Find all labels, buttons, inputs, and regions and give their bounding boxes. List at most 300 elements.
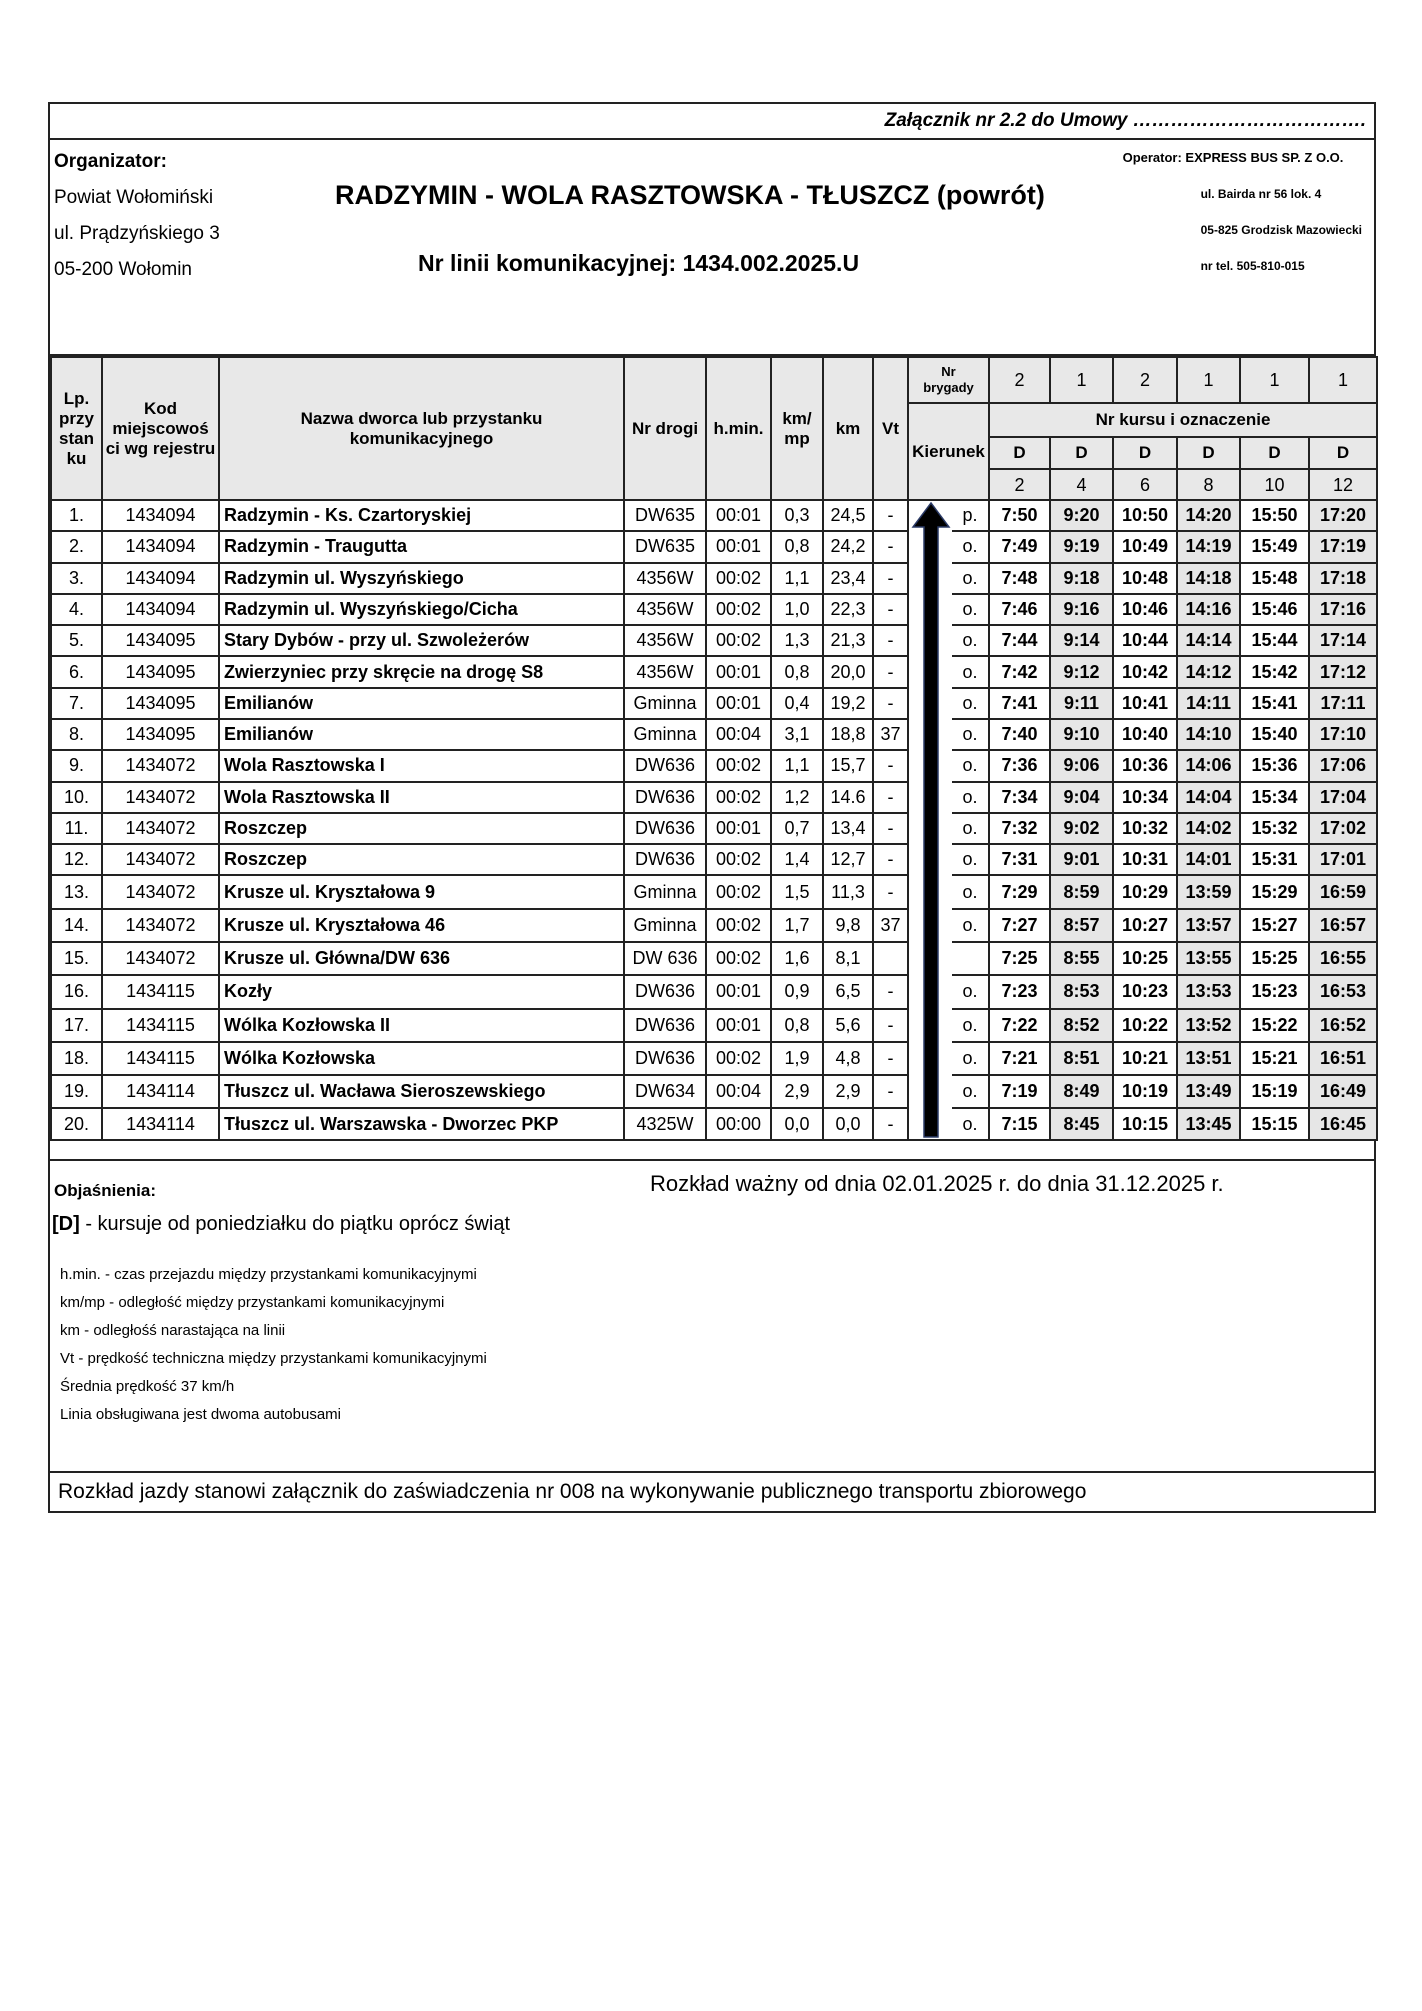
road-number: DW636 xyxy=(624,750,706,781)
table-row xyxy=(51,844,1377,875)
col-header-brigade: Nr brygady xyxy=(908,357,989,403)
departure-time: 10:25 xyxy=(1113,942,1177,975)
stop-index: 5. xyxy=(51,625,102,656)
road-number: 4356W xyxy=(624,563,706,594)
departure-time: 14:11 xyxy=(1177,688,1240,719)
stop-type: o. xyxy=(952,909,989,942)
stop-type: o. xyxy=(952,844,989,875)
departure-time: 8:52 xyxy=(1050,1009,1113,1042)
travel-time: 00:00 xyxy=(706,1108,771,1140)
stop-name: Radzymin - Traugutta xyxy=(219,531,624,562)
road-number: DW636 xyxy=(624,1042,706,1075)
legend-list xyxy=(60,1261,487,1429)
stop-name: Tłuszcz ul. Warszawska - Dworzec PKP xyxy=(219,1108,624,1140)
departure-time: 8:45 xyxy=(1050,1108,1113,1140)
departure-time: 14:18 xyxy=(1177,563,1240,594)
departure-time: 15:29 xyxy=(1240,875,1309,908)
technical-speed: - xyxy=(873,1042,908,1075)
stop-type: o. xyxy=(952,594,989,625)
road-number: 4325W xyxy=(624,1108,706,1140)
stop-name: Wola Rasztowska I xyxy=(219,750,624,781)
travel-time: 00:02 xyxy=(706,594,771,625)
travel-time: 00:01 xyxy=(706,500,771,531)
course-number: 2 xyxy=(989,469,1050,500)
stop-index: 1. xyxy=(51,500,102,531)
locality-code: 1434095 xyxy=(102,625,219,656)
technical-speed: - xyxy=(873,531,908,562)
organizer-block xyxy=(54,144,220,288)
departure-time: 9:19 xyxy=(1050,531,1113,562)
cumulative-distance: 22,3 xyxy=(823,594,873,625)
segment-distance: 1,7 xyxy=(771,909,823,942)
stop-index: 2. xyxy=(51,531,102,562)
stop-index: 8. xyxy=(51,719,102,750)
departure-time: 7:42 xyxy=(989,656,1050,687)
stop-name: Krusze ul. Kryształowa 46 xyxy=(219,909,624,942)
departure-time: 8:59 xyxy=(1050,875,1113,908)
segment-distance: 1,4 xyxy=(771,844,823,875)
segment-distance: 0,8 xyxy=(771,656,823,687)
departure-time: 15:34 xyxy=(1240,782,1309,813)
travel-time: 00:02 xyxy=(706,909,771,942)
road-number: DW635 xyxy=(624,531,706,562)
departure-time: 10:27 xyxy=(1113,909,1177,942)
departure-time: 17:20 xyxy=(1309,500,1377,531)
table-row xyxy=(51,500,1377,531)
departure-time: 10:15 xyxy=(1113,1108,1177,1140)
departure-time: 15:32 xyxy=(1240,813,1309,844)
table-row xyxy=(51,1042,1377,1075)
technical-speed: - xyxy=(873,750,908,781)
stop-name: Roszczep xyxy=(219,844,624,875)
locality-code: 1434072 xyxy=(102,813,219,844)
col-header-km: km xyxy=(823,357,873,500)
segment-distance: 0,3 xyxy=(771,500,823,531)
departure-time: 8:53 xyxy=(1050,975,1113,1008)
departure-time: 17:12 xyxy=(1309,656,1377,687)
road-number: DW 636 xyxy=(624,942,706,975)
departure-time: 15:50 xyxy=(1240,500,1309,531)
cumulative-distance: 23,4 xyxy=(823,563,873,594)
stop-name: Radzymin ul. Wyszyńskiego/Cicha xyxy=(219,594,624,625)
locality-code: 1434094 xyxy=(102,531,219,562)
road-number: Gminna xyxy=(624,875,706,908)
departure-time: 15:49 xyxy=(1240,531,1309,562)
segment-distance: 0,7 xyxy=(771,813,823,844)
table-row xyxy=(51,531,1377,562)
technical-speed: - xyxy=(873,625,908,656)
operator-line: 05-825 Grodzisk Mazowiecki xyxy=(1200,223,1362,237)
departure-time: 7:25 xyxy=(989,942,1050,975)
direction-arrow-cell xyxy=(908,500,952,1140)
table-row xyxy=(51,909,1377,942)
locality-code: 1434072 xyxy=(102,875,219,908)
departure-time: 17:11 xyxy=(1309,688,1377,719)
locality-code: 1434094 xyxy=(102,563,219,594)
road-number: Gminna xyxy=(624,719,706,750)
locality-code: 1434095 xyxy=(102,719,219,750)
travel-time: 00:02 xyxy=(706,750,771,781)
stop-name: Wólka Kozłowska xyxy=(219,1042,624,1075)
operator-line: nr tel. 505-810-015 xyxy=(1200,259,1305,273)
table-row xyxy=(51,594,1377,625)
table-row xyxy=(51,750,1377,781)
stop-type: o. xyxy=(952,656,989,687)
stop-name: Wólka Kozłowska II xyxy=(219,1009,624,1042)
segment-distance: 2,9 xyxy=(771,1075,823,1108)
departure-time: 7:21 xyxy=(989,1042,1050,1075)
segment-distance: 0,8 xyxy=(771,531,823,562)
segment-distance: 1,3 xyxy=(771,625,823,656)
segment-distance: 1,9 xyxy=(771,1042,823,1075)
locality-code: 1434072 xyxy=(102,750,219,781)
cumulative-distance: 2,9 xyxy=(823,1075,873,1108)
locality-code: 1434115 xyxy=(102,1009,219,1042)
stop-type: o. xyxy=(952,563,989,594)
organizer-line: 05-200 Wołomin xyxy=(54,259,193,280)
document-header xyxy=(50,140,1374,356)
departure-time: 14:16 xyxy=(1177,594,1240,625)
col-header-name: Nazwa dworca lub przystanku komunikacyjnego xyxy=(219,357,624,500)
departure-time: 7:29 xyxy=(989,875,1050,908)
travel-time: 00:01 xyxy=(706,975,771,1008)
departure-time: 7:34 xyxy=(989,782,1050,813)
departure-time: 17:16 xyxy=(1309,594,1377,625)
departure-time: 15:22 xyxy=(1240,1009,1309,1042)
departure-time: 10:29 xyxy=(1113,875,1177,908)
cumulative-distance: 6,5 xyxy=(823,975,873,1008)
travel-time: 00:01 xyxy=(706,813,771,844)
col-header-kmmp: km/ mp xyxy=(771,357,823,500)
departure-time: 13:57 xyxy=(1177,909,1240,942)
departure-time: 15:48 xyxy=(1240,563,1309,594)
stop-name: Stary Dybów - przy ul. Szwoleżerów xyxy=(219,625,624,656)
table-row xyxy=(51,688,1377,719)
explanations-title: Objaśnienia: xyxy=(54,1181,157,1200)
road-number: DW636 xyxy=(624,844,706,875)
stop-index: 18. xyxy=(51,1042,102,1075)
cumulative-distance: 20,0 xyxy=(823,656,873,687)
stop-type: o. xyxy=(952,975,989,1008)
road-number: 4356W xyxy=(624,625,706,656)
brigade-number: 2 xyxy=(989,357,1050,403)
stop-type: o. xyxy=(952,750,989,781)
cumulative-distance: 15,7 xyxy=(823,750,873,781)
departure-time: 16:53 xyxy=(1309,975,1377,1008)
technical-speed: - xyxy=(873,1108,908,1140)
table-row xyxy=(51,1075,1377,1108)
footer-explanations xyxy=(50,1159,1374,1471)
table-row xyxy=(51,656,1377,687)
departure-time: 7:32 xyxy=(989,813,1050,844)
stop-index: 11. xyxy=(51,813,102,844)
departure-time: 7:19 xyxy=(989,1075,1050,1108)
departure-time: 10:44 xyxy=(1113,625,1177,656)
travel-time: 00:02 xyxy=(706,942,771,975)
stop-type: o. xyxy=(952,782,989,813)
departure-time: 7:49 xyxy=(989,531,1050,562)
cumulative-distance: 19,2 xyxy=(823,688,873,719)
departure-time: 7:41 xyxy=(989,688,1050,719)
legend-item: km - odległośś narastająca na linii xyxy=(60,1322,286,1339)
brigade-number: 1 xyxy=(1309,357,1377,403)
cumulative-distance: 24,2 xyxy=(823,531,873,562)
timetable xyxy=(50,356,1378,1141)
stop-type: o. xyxy=(952,625,989,656)
route-title: RADZYMIN - WOLA RASZTOWSKA - TŁUSZCZ (powrót) xyxy=(335,180,1045,210)
departure-time: 10:34 xyxy=(1113,782,1177,813)
table-row xyxy=(51,975,1377,1008)
departure-time: 14:04 xyxy=(1177,782,1240,813)
departure-time: 9:14 xyxy=(1050,625,1113,656)
technical-speed: - xyxy=(873,844,908,875)
stop-type: o. xyxy=(952,688,989,719)
departure-time: 7:15 xyxy=(989,1108,1050,1140)
departure-time: 14:14 xyxy=(1177,625,1240,656)
stop-index: 17. xyxy=(51,1009,102,1042)
stop-type: o. xyxy=(952,719,989,750)
departure-time: 13:55 xyxy=(1177,942,1240,975)
departure-time: 14:02 xyxy=(1177,813,1240,844)
stop-name: Wola Rasztowska II xyxy=(219,782,624,813)
departure-time: 17:14 xyxy=(1309,625,1377,656)
departure-time: 16:45 xyxy=(1309,1108,1377,1140)
departure-time: 9:01 xyxy=(1050,844,1113,875)
departure-time: 14:01 xyxy=(1177,844,1240,875)
course-number: 4 xyxy=(1050,469,1113,500)
departure-time: 7:50 xyxy=(989,500,1050,531)
col-header-course: Nr kursu i oznaczenie xyxy=(989,403,1377,437)
departure-time: 9:11 xyxy=(1050,688,1113,719)
departure-time: 17:04 xyxy=(1309,782,1377,813)
legend-item: km/mp - odległość między przystankami komunikacyjnymi xyxy=(60,1294,445,1311)
departure-time: 10:19 xyxy=(1113,1075,1177,1108)
stop-index: 19. xyxy=(51,1075,102,1108)
technical-speed: 37 xyxy=(873,719,908,750)
technical-speed: - xyxy=(873,1075,908,1108)
road-number: DW635 xyxy=(624,500,706,531)
cumulative-distance: 4,8 xyxy=(823,1042,873,1075)
validity-period: Rozkład ważny od dnia 02.01.2025 r. do dnia 31.12.2025 r. xyxy=(650,1171,1224,1196)
col-header-kod: Kod miejscowoś ci wg rejestru xyxy=(102,357,219,500)
table-row xyxy=(51,813,1377,844)
segment-distance: 3,1 xyxy=(771,719,823,750)
travel-time: 00:01 xyxy=(706,656,771,687)
operator-line: ul. Bairda nr 56 lok. 4 xyxy=(1200,187,1322,201)
stop-index: 20. xyxy=(51,1108,102,1140)
stop-name: Zwierzyniec przy skręcie na drogę S8 xyxy=(219,656,624,687)
col-header-vt: Vt xyxy=(873,357,908,500)
departure-time: 13:45 xyxy=(1177,1108,1240,1140)
stop-name: Krusze ul. Kryształowa 9 xyxy=(219,875,624,908)
brigade-number: 1 xyxy=(1177,357,1240,403)
segment-distance: 0,4 xyxy=(771,688,823,719)
departure-time: 15:40 xyxy=(1240,719,1309,750)
annex-label: Załącznik nr 2.2 do Umowy ………………………………. xyxy=(50,104,1374,140)
course-mark: D xyxy=(1177,437,1240,469)
technical-speed: 37 xyxy=(873,909,908,942)
stop-type xyxy=(952,942,989,975)
stop-type: o. xyxy=(952,813,989,844)
segment-distance: 1,2 xyxy=(771,782,823,813)
col-header-direction: Kierunek xyxy=(908,403,989,500)
locality-code: 1434114 xyxy=(102,1108,219,1140)
travel-time: 00:01 xyxy=(706,1009,771,1042)
technical-speed xyxy=(873,942,908,975)
course-mark-code: [D] xyxy=(52,1213,80,1235)
departure-time: 8:51 xyxy=(1050,1042,1113,1075)
departure-time: 10:22 xyxy=(1113,1009,1177,1042)
departure-time: 15:15 xyxy=(1240,1108,1309,1140)
departure-time: 15:42 xyxy=(1240,656,1309,687)
organizer-line: ul. Prądzyńskiego 3 xyxy=(54,223,220,244)
stop-type: o. xyxy=(952,875,989,908)
departure-time: 16:49 xyxy=(1309,1075,1377,1108)
legend-item: h.min. - czas przejazdu między przystankami komunikacyjnymi xyxy=(60,1266,477,1283)
course-number: 8 xyxy=(1177,469,1240,500)
locality-code: 1434072 xyxy=(102,942,219,975)
departure-time: 15:46 xyxy=(1240,594,1309,625)
departure-time: 9:16 xyxy=(1050,594,1113,625)
stop-index: 7. xyxy=(51,688,102,719)
departure-time: 10:32 xyxy=(1113,813,1177,844)
departure-time: 10:50 xyxy=(1113,500,1177,531)
departure-time: 10:49 xyxy=(1113,531,1177,562)
departure-time: 8:57 xyxy=(1050,909,1113,942)
organizer-label: Organizator: xyxy=(54,151,167,172)
course-number: 6 xyxy=(1113,469,1177,500)
course-number: 12 xyxy=(1309,469,1377,500)
departure-time: 8:49 xyxy=(1050,1075,1113,1108)
legend-item: Linia obsługiwana jest dwoma autobusami xyxy=(60,1406,342,1423)
stop-index: 9. xyxy=(51,750,102,781)
stop-index: 13. xyxy=(51,875,102,908)
travel-time: 00:02 xyxy=(706,1042,771,1075)
stop-index: 15. xyxy=(51,942,102,975)
departure-time: 9:18 xyxy=(1050,563,1113,594)
departure-time: 7:40 xyxy=(989,719,1050,750)
cumulative-distance: 0,0 xyxy=(823,1108,873,1140)
stop-type: o. xyxy=(952,1075,989,1108)
col-header-lp: Lp. przy stan ku xyxy=(51,357,102,500)
departure-time: 14:20 xyxy=(1177,500,1240,531)
up-arrow-icon xyxy=(909,501,952,1139)
road-number: 4356W xyxy=(624,594,706,625)
departure-time: 17:18 xyxy=(1309,563,1377,594)
stop-name: Radzymin ul. Wyszyńskiego xyxy=(219,563,624,594)
table-row xyxy=(51,875,1377,908)
departure-time: 8:55 xyxy=(1050,942,1113,975)
stop-type: o. xyxy=(952,531,989,562)
segment-distance: 1,0 xyxy=(771,594,823,625)
locality-code: 1434115 xyxy=(102,975,219,1008)
technical-speed: - xyxy=(873,656,908,687)
locality-code: 1434095 xyxy=(102,656,219,687)
road-number: DW636 xyxy=(624,1009,706,1042)
departure-time: 13:49 xyxy=(1177,1075,1240,1108)
stop-index: 16. xyxy=(51,975,102,1008)
locality-code: 1434115 xyxy=(102,1042,219,1075)
stop-name: Tłuszcz ul. Wacława Sieroszewskiego xyxy=(219,1075,624,1108)
cumulative-distance: 13,4 xyxy=(823,813,873,844)
road-number: DW636 xyxy=(624,975,706,1008)
departure-time: 15:36 xyxy=(1240,750,1309,781)
stop-index: 4. xyxy=(51,594,102,625)
road-number: DW636 xyxy=(624,813,706,844)
brigade-number: 1 xyxy=(1240,357,1309,403)
departure-time: 15:23 xyxy=(1240,975,1309,1008)
departure-time: 15:19 xyxy=(1240,1075,1309,1108)
locality-code: 1434072 xyxy=(102,909,219,942)
stop-name: Radzymin - Ks. Czartoryskiej xyxy=(219,500,624,531)
departure-time: 17:06 xyxy=(1309,750,1377,781)
departure-time: 15:25 xyxy=(1240,942,1309,975)
locality-code: 1434095 xyxy=(102,688,219,719)
stop-name: Krusze ul. Główna/DW 636 xyxy=(219,942,624,975)
departure-time: 17:01 xyxy=(1309,844,1377,875)
stop-type: o. xyxy=(952,1042,989,1075)
travel-time: 00:01 xyxy=(706,531,771,562)
departure-time: 9:06 xyxy=(1050,750,1113,781)
departure-time: 14:06 xyxy=(1177,750,1240,781)
locality-code: 1434094 xyxy=(102,594,219,625)
table-row xyxy=(51,782,1377,813)
locality-code: 1434094 xyxy=(102,500,219,531)
departure-time: 15:21 xyxy=(1240,1042,1309,1075)
segment-distance: 0,9 xyxy=(771,975,823,1008)
technical-speed: - xyxy=(873,688,908,719)
table-row xyxy=(51,719,1377,750)
certificate-note: Rozkład jazdy stanowi załącznik do zaświadczenia nr 008 na wykonywanie publicznego transportu zbiorowego xyxy=(50,1471,1374,1511)
stop-type: p. xyxy=(952,500,989,531)
departure-time: 13:59 xyxy=(1177,875,1240,908)
departure-time: 15:27 xyxy=(1240,909,1309,942)
stop-index: 3. xyxy=(51,563,102,594)
table-row xyxy=(51,942,1377,975)
departure-time: 7:48 xyxy=(989,563,1050,594)
travel-time: 00:02 xyxy=(706,563,771,594)
road-number: 4356W xyxy=(624,656,706,687)
technical-speed: - xyxy=(873,563,908,594)
departure-time: 13:53 xyxy=(1177,975,1240,1008)
departure-time: 13:51 xyxy=(1177,1042,1240,1075)
operator-label: Operator: EXPRESS BUS SP. Z O.O. xyxy=(1122,150,1344,165)
stop-index: 6. xyxy=(51,656,102,687)
departure-time: 7:22 xyxy=(989,1009,1050,1042)
departure-time: 15:31 xyxy=(1240,844,1309,875)
legend-item: Średnia prędkość 37 km/h xyxy=(60,1378,235,1395)
departure-time: 9:20 xyxy=(1050,500,1113,531)
course-mark: D xyxy=(1050,437,1113,469)
segment-distance: 1,5 xyxy=(771,875,823,908)
technical-speed: - xyxy=(873,975,908,1008)
cumulative-distance: 8,1 xyxy=(823,942,873,975)
departure-time: 10:46 xyxy=(1113,594,1177,625)
stop-index: 10. xyxy=(51,782,102,813)
departure-time: 9:10 xyxy=(1050,719,1113,750)
departure-time: 7:27 xyxy=(989,909,1050,942)
departure-time: 10:48 xyxy=(1113,563,1177,594)
departure-time: 16:51 xyxy=(1309,1042,1377,1075)
cumulative-distance: 11,3 xyxy=(823,875,873,908)
table-row xyxy=(51,563,1377,594)
course-mark: D xyxy=(989,437,1050,469)
segment-distance: 1,1 xyxy=(771,563,823,594)
travel-time: 00:02 xyxy=(706,625,771,656)
departure-time: 16:52 xyxy=(1309,1009,1377,1042)
departure-time: 7:46 xyxy=(989,594,1050,625)
road-number: Gminna xyxy=(624,909,706,942)
